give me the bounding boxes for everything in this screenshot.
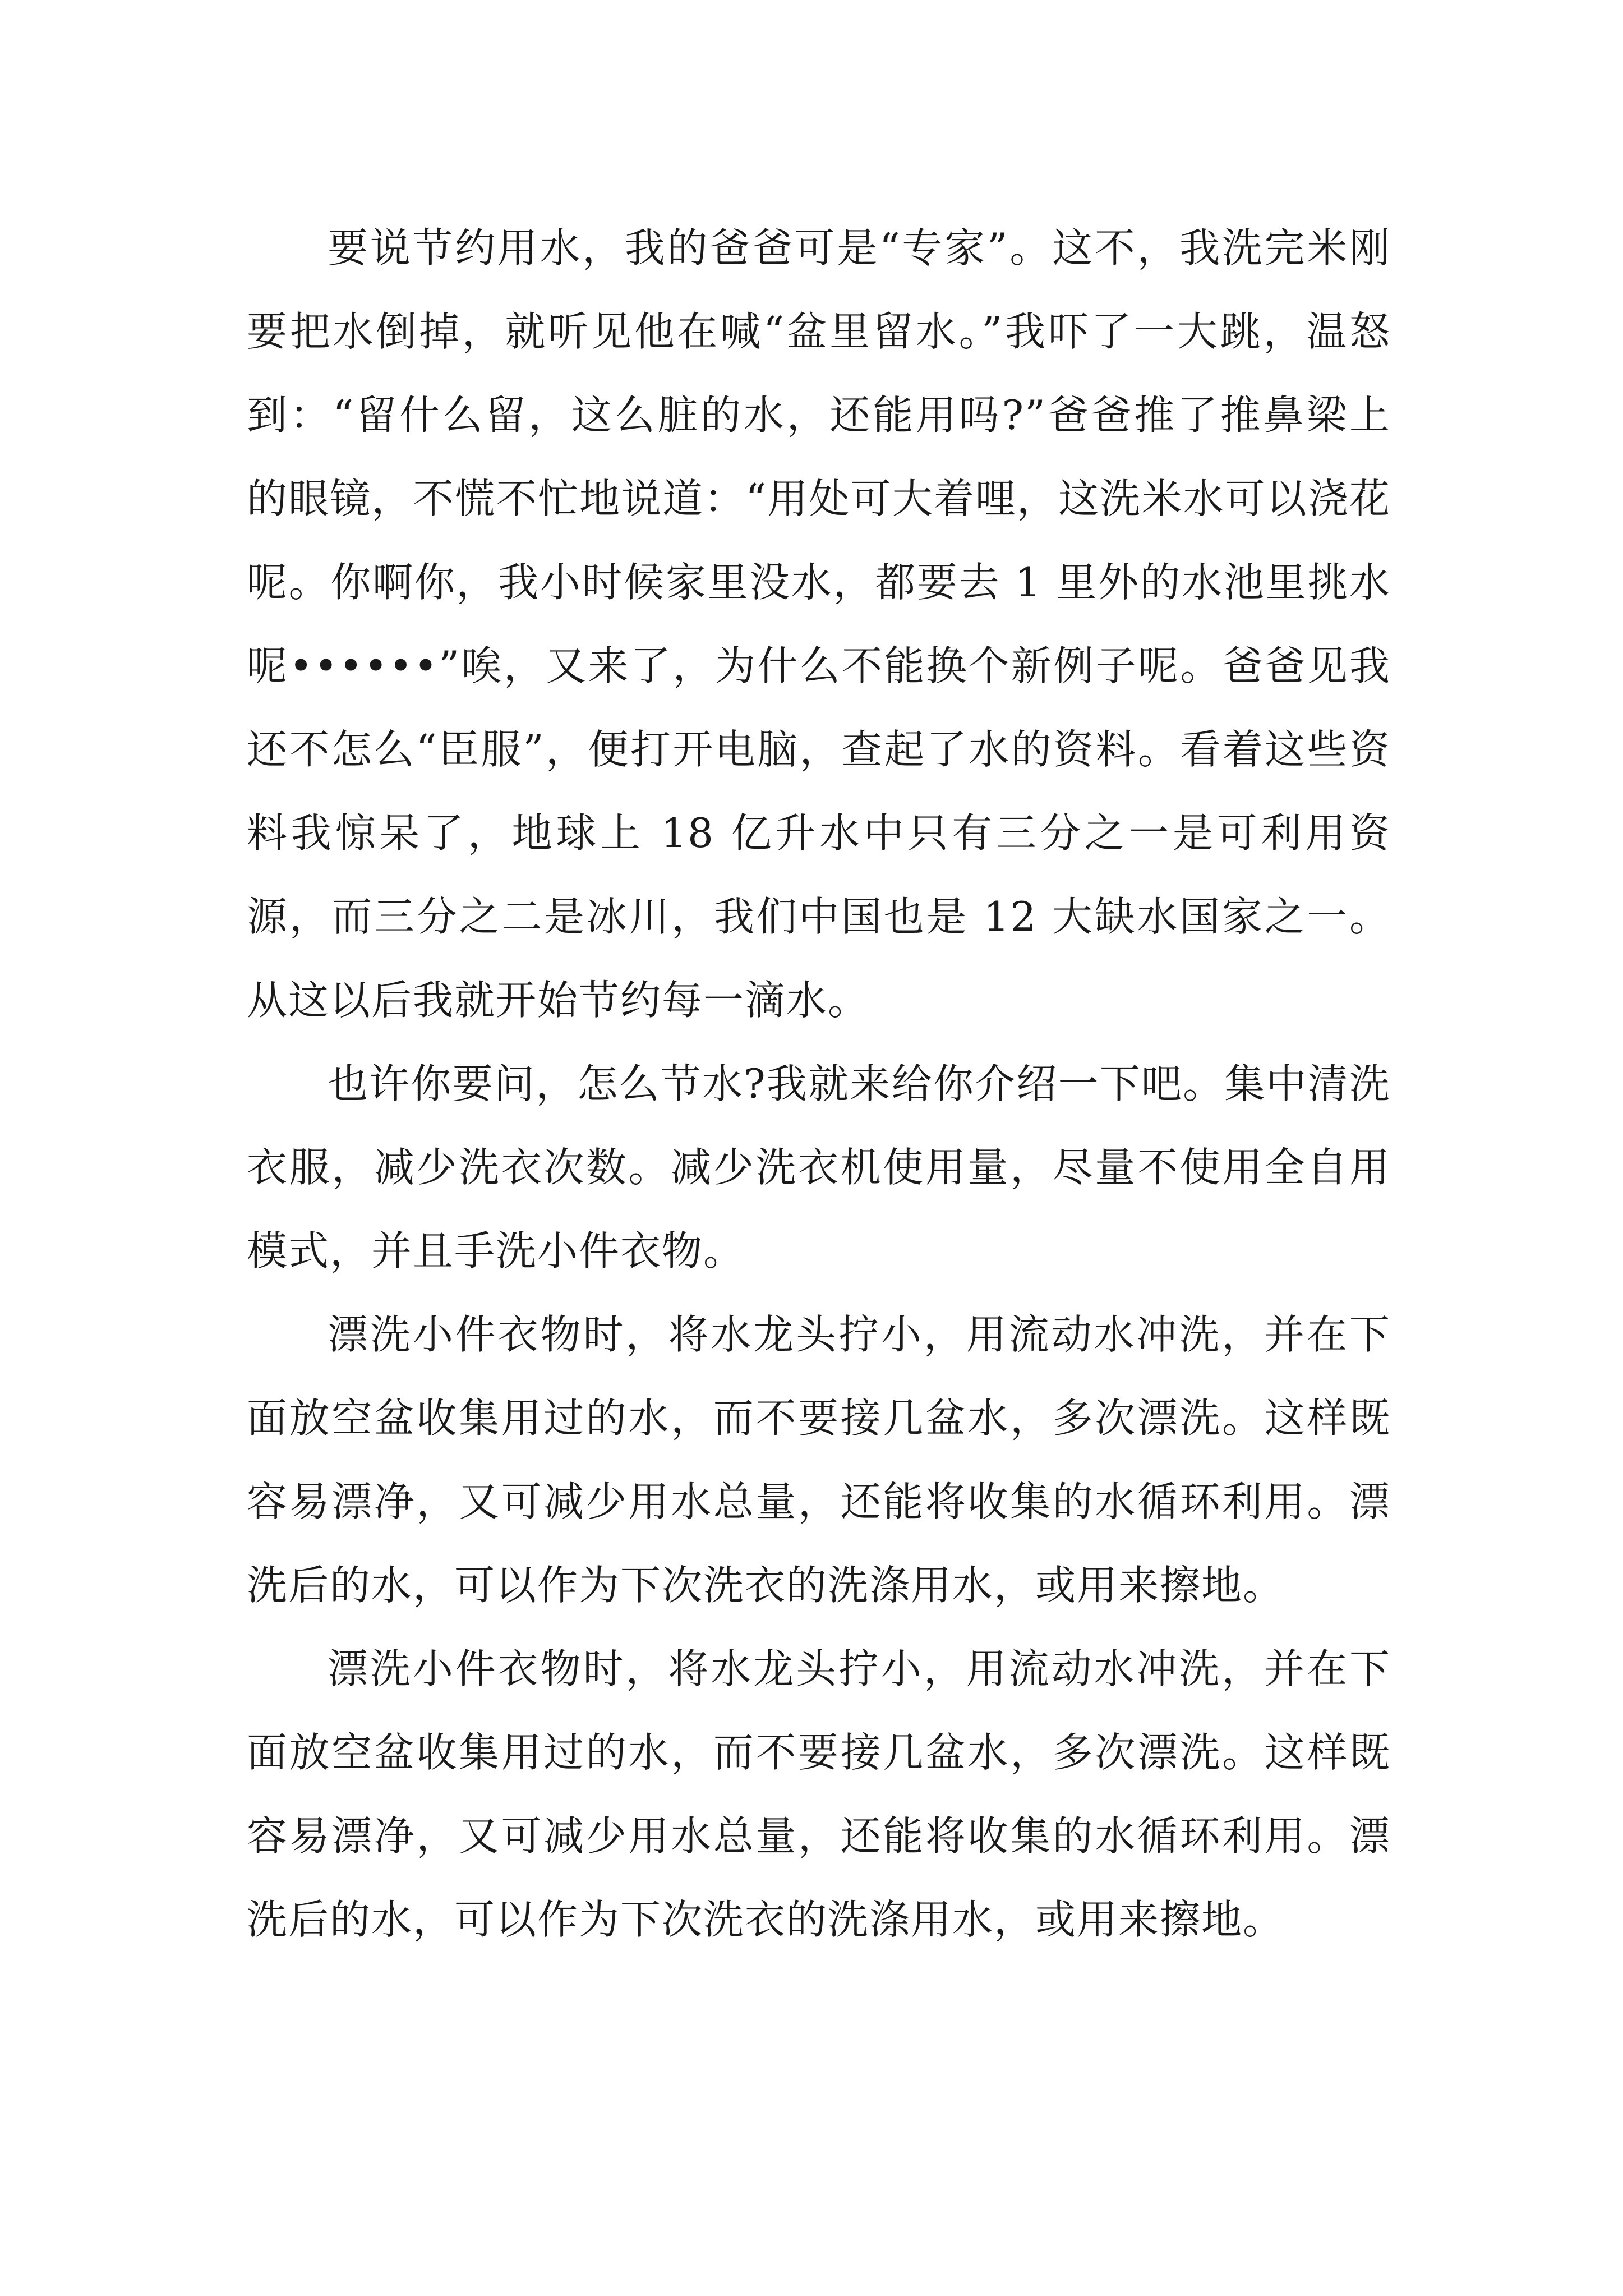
document-body [247,206,1391,1962]
paragraph-4: 漂洗小件衣物时，将水龙头拧小，用流动水冲洗，并在下面放空盆收集用过的水，而不要接几盆水，多次漂洗。这样既容易漂净，又可减少用水总量，还能将收集的水循环利用。漂洗后的水，可以作为下次洗衣的洗涤用水，或用来擦地。 [247,1645,1391,1943]
paragraph-3: 漂洗小件衣物时，将水龙头拧小，用流动水冲洗，并在下面放空盆收集用过的水，而不要接几盆水，多次漂洗。这样既容易漂净，又可减少用水总量，还能将收集的水循环利用。漂洗后的水，可以作为下次洗衣的洗涤用水，或用来擦地。 [247,1311,1391,1609]
paragraph-2: 也许你要问，怎么节水?我就来给你介绍一下吧。集中清洗衣服，减少洗衣次数。减少洗衣机使用量，尽量不使用全自用模式，并且手洗小件衣物。 [247,1060,1391,1274]
paragraph-1: 要说节约用水，我的爸爸可是“专家”。这不，我洗完米刚要把水倒掉，就听见他在喊“盆里留水。”我吓了一大跳，温怒到：“留什么留，这么脏的水，还能用吗?”爸爸推了推鼻梁上的眼镜，不慌不忙地说道：“用处可大着哩，这洗米水可以浇花呢。你啊你，我小时候家里没水，都要去 1 里外的水池里挑水呢••••••”唉，又来了，为什么不能换个新例子呢。爸爸见我还不怎么“臣服”，便打开电脑，查起了水的资料。看着这些资料我惊呆了，地球上 18 亿升水中只有三分之一是可利用资源，而三分之二是冰川，我们中国也是 12 大缺水国家之一。从这以后我就开始节约每一滴水。 [247,224,1391,1024]
